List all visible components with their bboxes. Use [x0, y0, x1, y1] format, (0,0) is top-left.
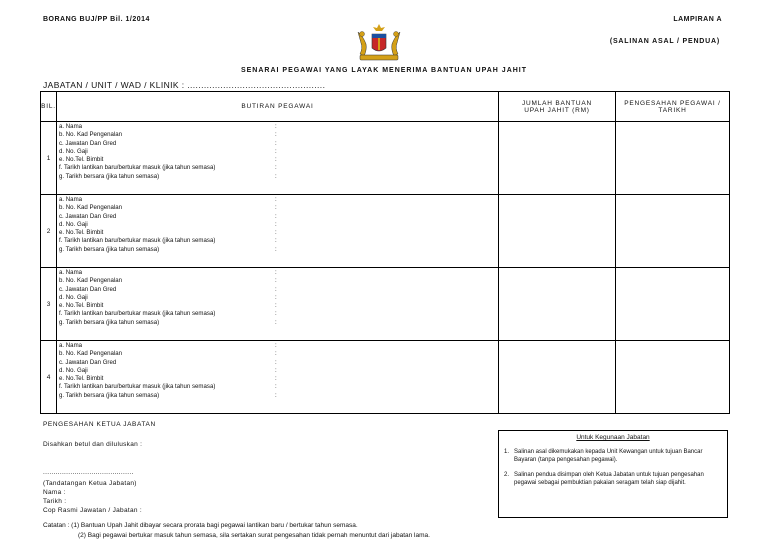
detail-field-colon: : [275, 342, 277, 349]
detail-field-colon: : [275, 172, 277, 180]
column-header-amount: JUMLAH BANTUAN UPAH JAHIT (RM) [499, 92, 616, 122]
column-header-bil: BIL. [41, 92, 57, 122]
detail-field-colon: : [275, 285, 277, 293]
office-use-item-text: Salinan pendua disimpan oleh Ketua Jabatan untuk tujuan pengesahan pegawai sebagai pembuktian pakaian seragam telah siap dijahit. [514, 472, 704, 486]
detail-field-colon: : [275, 156, 277, 164]
row-number: 1 [41, 122, 57, 195]
detail-field [59, 196, 498, 204]
detail-field-label: f. Tarikh lantikan baru/bertukar masuk (jika tahun semasa) [59, 383, 216, 391]
detail-field [59, 359, 498, 367]
row-number: 4 [41, 341, 57, 414]
verification-cell[interactable] [616, 122, 730, 195]
office-use-item-text: Salinan asal dikemukakan kepada Unit Kewangan untuk tujuan Bancar Bayaran (tanpa pengesahan pegawai). [514, 449, 703, 463]
verification-cell[interactable] [616, 341, 730, 414]
detail-field [59, 302, 498, 310]
form-reference: BORANG BUJ/PP Bil. 1/2014 [43, 16, 150, 23]
detail-field [59, 286, 498, 294]
stamp-field[interactable]: Cop Rasmi Jawatan / Jabatan : [43, 507, 143, 514]
table-row [41, 195, 730, 268]
detail-field-label: e. No.Tel. Bimbit [59, 156, 104, 164]
detail-field-label: f. Tarikh lantikan baru/bertukar masuk (jika tahun semasa) [59, 164, 216, 172]
detail-field-label: b. No. Kad Pengenalan [59, 131, 123, 139]
amount-cell[interactable] [499, 122, 616, 195]
detail-field-colon: : [275, 229, 277, 237]
detail-field [59, 392, 498, 400]
detail-field-colon: : [275, 375, 277, 383]
table-row [41, 341, 730, 414]
detail-field [59, 342, 498, 350]
detail-field [59, 148, 498, 156]
attachment-label: LAMPIRAN A [673, 16, 722, 23]
detail-field [59, 319, 498, 327]
table-header-row [41, 92, 730, 122]
detail-field-colon: : [275, 212, 277, 220]
detail-field-label: e. No.Tel. Bimbit [59, 229, 104, 237]
detail-field-label: a. Nama [59, 196, 83, 203]
detail-field-label: b. No. Kad Pengenalan [59, 204, 123, 212]
detail-field-colon: : [275, 237, 277, 245]
detail-field-colon: : [275, 139, 277, 147]
detail-field-label: c. Jawatan Dan Gred [59, 212, 117, 220]
detail-field-colon: : [275, 358, 277, 366]
detail-field-colon: : [275, 302, 277, 310]
detail-field-colon: : [275, 350, 277, 358]
staff-details-cell[interactable] [57, 268, 499, 341]
detail-field-label: d. No. Gaji [59, 366, 88, 374]
date-field[interactable]: Tarikh : [43, 498, 67, 505]
staff-details-cell[interactable] [57, 122, 499, 195]
note-line-2: (2) Bagi pegawai bertukar masuk tahun semasa, sila sertakan surat pengesahan tidak pernah menuntut dari jabatan lama. [78, 532, 430, 539]
detail-field-label: a. Nama [59, 123, 83, 130]
detail-field-label: a. Nama [59, 269, 83, 276]
detail-field-label: c. Jawatan Dan Gred [59, 139, 117, 147]
copy-label: (SALINAN ASAL / PENDUA) [609, 38, 720, 45]
detail-field [59, 173, 498, 181]
detail-field-label: b. No. Kad Pengenalan [59, 350, 123, 358]
confirmation-heading: PENGESAHAN KETUA JABATAN [43, 421, 156, 428]
detail-field [59, 140, 498, 148]
detail-field-colon: : [275, 245, 277, 253]
department-field[interactable]: JABATAN / UNIT / WAD / KLINIK : .................................................. [43, 80, 326, 90]
detail-field-colon: : [275, 383, 277, 391]
column-header-details: BUTIRAN PEGAWAI [57, 92, 499, 122]
detail-field-colon: : [275, 123, 277, 130]
detail-field-colon: : [275, 164, 277, 172]
staff-details-cell[interactable] [57, 195, 499, 268]
detail-field-label: f. Tarikh lantikan baru/bertukar masuk (jika tahun semasa) [59, 237, 216, 245]
verified-text: Disahkan betul dan diluluskan : [43, 441, 143, 448]
detail-field-label: f. Tarikh lantikan baru/bertukar masuk (jika tahun semasa) [59, 310, 216, 318]
detail-field-colon: : [275, 204, 277, 212]
table-row [41, 122, 730, 195]
name-field[interactable]: Nama : [43, 489, 66, 496]
detail-field-colon: : [275, 269, 277, 276]
verification-cell[interactable] [616, 268, 730, 341]
document-title: SENARAI PEGAWAI YANG LAYAK MENERIMA BANTUAN UPAH JAHIT [240, 67, 528, 74]
detail-field [59, 156, 498, 164]
detail-field-label: g. Tarikh bersara (jika tahun semasa) [59, 318, 160, 326]
detail-field [59, 246, 498, 254]
detail-field [59, 123, 498, 131]
detail-field-colon: : [275, 318, 277, 326]
detail-field-colon: : [275, 391, 277, 399]
amount-cell[interactable] [499, 268, 616, 341]
detail-field [59, 204, 498, 212]
detail-field-colon: : [275, 310, 277, 318]
office-use-box [498, 430, 728, 518]
detail-field-label: g. Tarikh bersara (jika tahun semasa) [59, 172, 160, 180]
detail-field-label: c. Jawatan Dan Gred [59, 285, 117, 293]
detail-field-label: g. Tarikh bersara (jika tahun semasa) [59, 391, 160, 399]
staff-table [40, 91, 730, 414]
detail-field [59, 164, 498, 172]
detail-field-label: e. No.Tel. Bimbit [59, 375, 104, 383]
detail-field [59, 350, 498, 358]
detail-field-colon: : [275, 131, 277, 139]
notes [43, 521, 430, 541]
detail-field-colon: : [275, 277, 277, 285]
detail-field-label: c. Jawatan Dan Gred [59, 358, 117, 366]
detail-field-label: e. No.Tel. Bimbit [59, 302, 104, 310]
detail-field-label: a. Nama [59, 342, 83, 349]
office-use-item-number: 1. [504, 449, 510, 455]
detail-field-colon: : [275, 366, 277, 374]
signature-label: (Tandatangan Ketua Jabatan) [43, 480, 137, 487]
column-header-verification: PENGESAHAN PEGAWAI / TARIKH [616, 92, 730, 122]
detail-field [59, 237, 498, 245]
detail-field-label: d. No. Gaji [59, 220, 88, 228]
detail-field-colon: : [275, 196, 277, 203]
office-use-title: Untuk Kegunaan Jabatan [576, 434, 650, 441]
detail-field-label: b. No. Kad Pengenalan [59, 277, 123, 285]
detail-field [59, 367, 498, 375]
detail-field [59, 229, 498, 237]
detail-field [59, 213, 498, 221]
detail-field [59, 221, 498, 229]
detail-field [59, 310, 498, 318]
amount-cell[interactable] [499, 341, 616, 414]
detail-field-label: g. Tarikh bersara (jika tahun semasa) [59, 245, 160, 253]
verification-cell[interactable] [616, 195, 730, 268]
detail-field-label: d. No. Gaji [59, 293, 88, 301]
note-line-1: Catatan : (1) Bantuan Upah Jahit dibayar secara prorata bagi pegawai lantikan baru / bertukar tahun semasa. [43, 522, 358, 529]
signature-line[interactable]: ........................................... [43, 469, 134, 476]
malaysia-coat-of-arms-icon [350, 22, 408, 62]
table-row [41, 268, 730, 341]
staff-details-cell[interactable] [57, 341, 499, 414]
detail-field-colon: : [275, 220, 277, 228]
office-use-item-number: 2. [504, 472, 510, 478]
detail-field [59, 269, 498, 277]
detail-field [59, 375, 498, 383]
detail-field [59, 294, 498, 302]
amount-cell[interactable] [499, 195, 616, 268]
row-number: 2 [41, 195, 57, 268]
row-number: 3 [41, 268, 57, 341]
office-use-item [504, 471, 722, 487]
detail-field-colon: : [275, 293, 277, 301]
office-use-item [504, 448, 722, 464]
detail-field [59, 131, 498, 139]
detail-field [59, 277, 498, 285]
detail-field-label: d. No. Gaji [59, 147, 88, 155]
detail-field-colon: : [275, 147, 277, 155]
detail-field [59, 383, 498, 391]
